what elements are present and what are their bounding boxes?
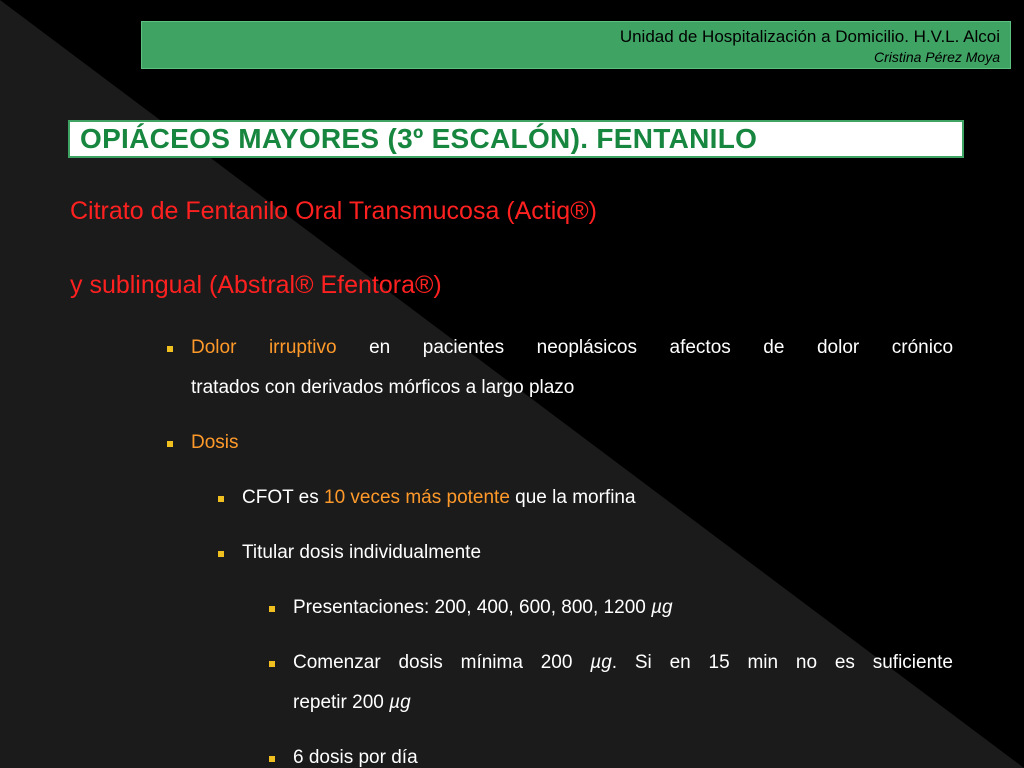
- bullet-dosis-por-dia: 6 dosis por día: [293, 747, 418, 768]
- bullet-marker-icon: [218, 496, 224, 502]
- bullet-text: en pacientes neoplásicos afectos de dolor crónico: [369, 337, 954, 358]
- bullet-dolor-irruptivo: [191, 328, 953, 408]
- header-author: Cristina Pérez Moya: [873, 49, 1000, 65]
- bullet-marker-icon: [269, 606, 275, 612]
- bullet-text: que la morfina: [509, 487, 636, 508]
- unit-text: µg: [590, 652, 612, 673]
- bullet-titular-dosis: Titular dosis individualmente: [242, 542, 482, 563]
- bullet-dosis: Dosis: [191, 432, 239, 453]
- bullet-marker-icon: [269, 756, 275, 762]
- subtitle-line-2: y sublingual (Abstral® Efentora®): [70, 271, 442, 299]
- bullet-marker-icon: [167, 441, 173, 447]
- subtitle-line-1: Citrato de Fentanilo Oral Transmucosa (Actiq®): [70, 197, 597, 225]
- unit-text: µg: [389, 692, 411, 713]
- bullet-cfot-potencia: [242, 478, 636, 518]
- bullet-marker-icon: [269, 661, 275, 667]
- header-bar: [141, 21, 1011, 69]
- bullet-text: . Si en 15 min no es suficiente: [611, 652, 953, 673]
- slide-title: OPIÁCEOS MAYORES (3º ESCALÓN). FENTANILO: [68, 120, 964, 158]
- header-institution: Unidad de Hospitalización a Domicilio. H.V.L. Alcoi: [619, 27, 1000, 46]
- bullet-comenzar-dosis: [293, 643, 953, 723]
- bullet-text: repetir 200: [293, 692, 390, 713]
- unit-text: µg: [651, 597, 673, 618]
- bullet-presentaciones: [293, 588, 673, 628]
- bullet-marker-icon: [218, 551, 224, 557]
- bullet-text: Comenzar dosis mínima 200: [293, 652, 591, 673]
- bullet-line: tratados con derivados mórficos a largo plazo: [191, 377, 575, 398]
- bullet-text: CFOT es: [242, 487, 324, 508]
- bullet-text: Presentaciones: 200, 400, 600, 800, 1200: [293, 597, 652, 618]
- highlight-dolor-irruptivo: Dolor irruptivo: [191, 337, 337, 358]
- bullet-line: [293, 683, 953, 723]
- bullet-line: [293, 643, 953, 683]
- highlight-potencia: 10 veces más potente: [324, 487, 510, 508]
- bullet-marker-icon: [167, 346, 173, 352]
- bullet-line: [191, 328, 953, 368]
